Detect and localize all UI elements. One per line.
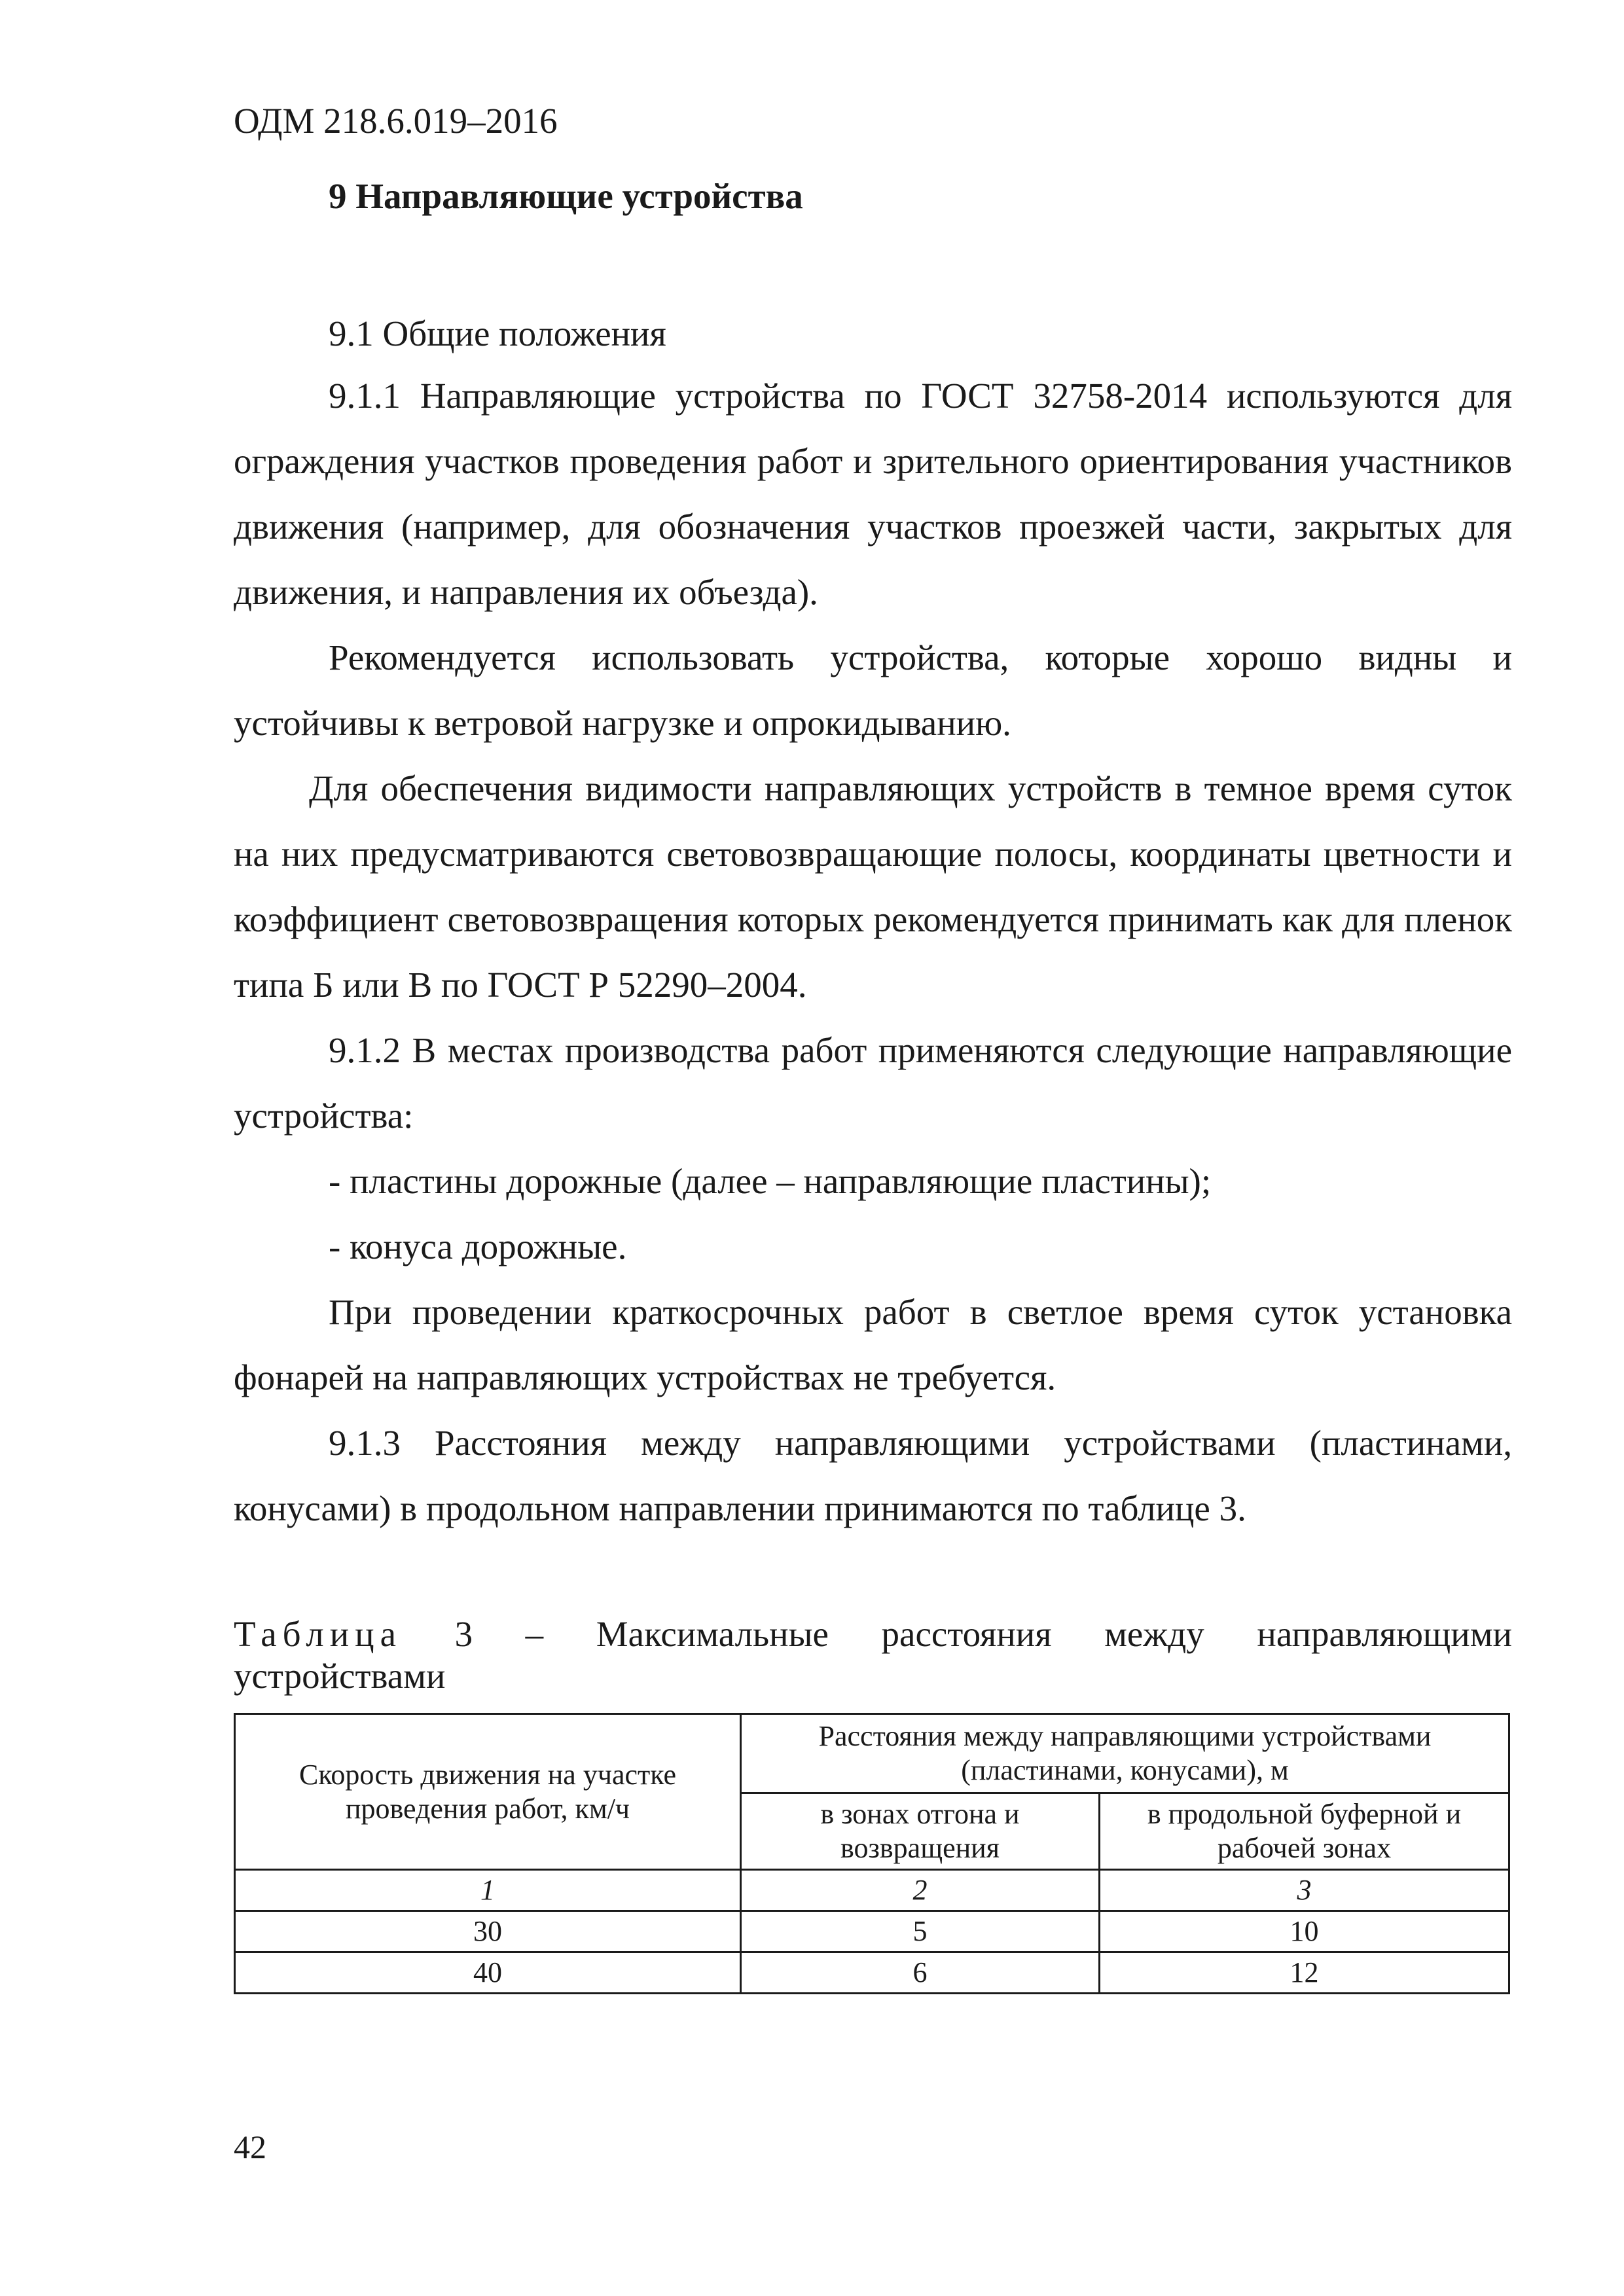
body-text-block-1: [234, 363, 1512, 1541]
table-cell: 6: [741, 1952, 1100, 1994]
table-caption-number: 3: [454, 1614, 473, 1654]
table-caption: [234, 1613, 1512, 1697]
table-cell: 10: [1100, 1911, 1509, 1952]
table-caption-word: Максимальные: [596, 1614, 829, 1654]
table-caption-word: расстояния: [881, 1614, 1052, 1654]
column-number-row: [235, 1870, 1509, 1911]
section-title: 9 Направляющие устройства: [329, 176, 803, 216]
column-number: 2: [741, 1870, 1100, 1911]
table-row: [235, 1952, 1509, 1994]
table-row: [235, 1911, 1509, 1952]
column-number: 3: [1100, 1870, 1509, 1911]
paragraph-short-works: При проведении краткосрочных работ в светлое время суток установка фонарей на направляющих устройствах не требуется.: [234, 1292, 1512, 1397]
table-caption-dash: –: [525, 1614, 544, 1654]
table-cell: 30: [235, 1911, 741, 1952]
header-buffer-work-zones: в продольной буферной и рабочей зонах: [1100, 1793, 1509, 1870]
list-item-cones: - конуса дорожные.: [329, 1227, 627, 1266]
header-speed: Скорость движения на участке проведения работ, км/ч: [235, 1714, 741, 1870]
table-cell: 40: [235, 1952, 741, 1994]
page-number: 42: [234, 2128, 266, 2165]
list-item-plates: - пластины дорожные (далее – направляющие пластины);: [329, 1161, 1212, 1201]
table-cell: 5: [741, 1911, 1100, 1952]
table-caption-label: Таблица: [234, 1614, 402, 1654]
paragraph-9-1-2: 9.1.2 В местах производства работ применяются следующие направляющие устройства:: [234, 1030, 1512, 1136]
table-caption-word: между: [1104, 1614, 1204, 1654]
table-caption-word: направляющими: [1257, 1614, 1512, 1654]
document-code: ОДМ 218.6.019–2016: [234, 101, 558, 141]
table-caption-line-2: устройствами: [234, 1656, 446, 1696]
paragraph-9-1-1: 9.1.1 Направляющие устройства по ГОСТ 32758-2014 используются для ограждения участков проведения работ и зрительного ориентирования участников движения (например, для обозначения участков проезжей части, закрытых для движения, и направления их объезда).: [234, 376, 1512, 612]
column-number: 1: [235, 1870, 741, 1911]
header-runoff-zones: в зонах отгона и возвращения: [741, 1793, 1100, 1870]
distance-table: [234, 1713, 1510, 1994]
paragraph-visibility: Для обеспечения видимости направляющих устройств в темное время суток на них предусматриваются световозвращающие полосы, координаты цветности и коэффициент световозвращения которых рекомендуется принимать как для пленок типа Б или В по ГОСТ Р 52290–2004.: [234, 768, 1512, 1005]
header-distances-group: Расстояния между направляющими устройствами (пластинами, конусами), м: [741, 1714, 1509, 1793]
table-header-row: [235, 1714, 1509, 1793]
table-cell: 12: [1100, 1952, 1509, 1994]
paragraph-9-1-3: 9.1.3 Расстояния между направляющими устройствами (пластинами, конусами) в продольном направлении принимаются по таблице 3.: [234, 1423, 1512, 1528]
paragraph-recommendation: Рекомендуется использовать устройства, которые хорошо видны и устойчивы к ветровой нагрузке и опрокидыванию.: [234, 637, 1512, 743]
subsection-title: 9.1 Общие положения: [329, 314, 666, 353]
